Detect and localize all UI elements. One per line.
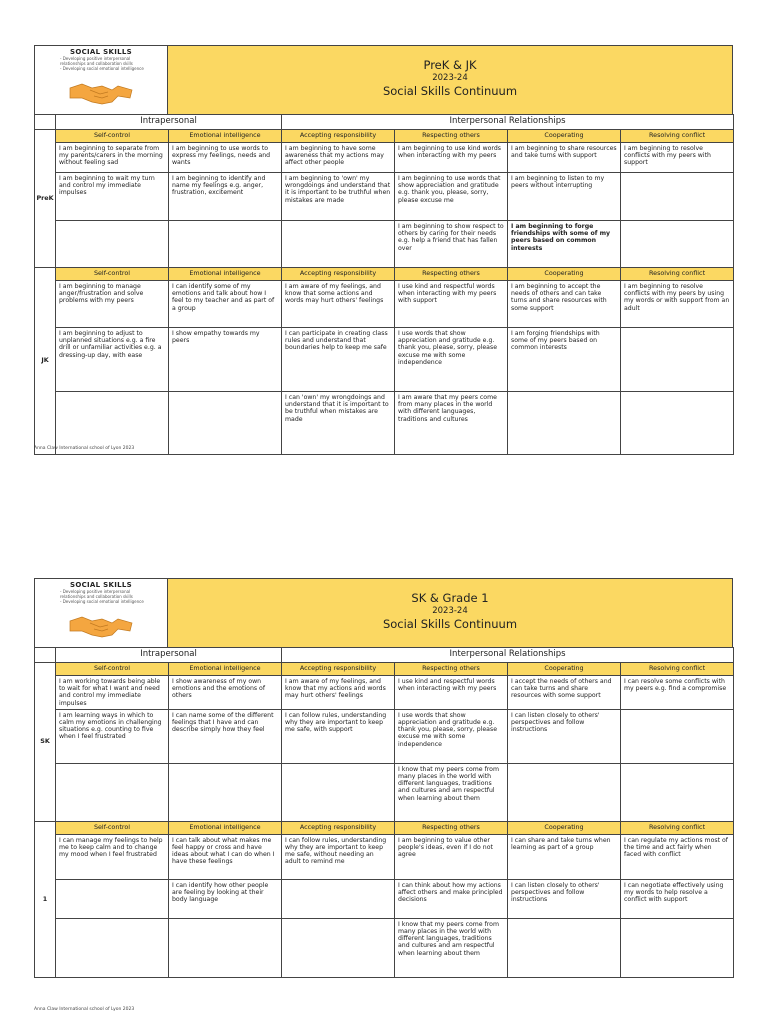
outcome-cell: I show empathy towards my peers [169,328,282,392]
document-header [34,578,733,647]
school-year: 2023-24 [432,73,468,83]
category-header: Self-control [56,663,169,676]
empty-cell [56,763,169,821]
outcome-cell: I am beginning to use kind words when interacting with my peers [395,143,508,173]
outcome-cell: I am working towards being able to wait for what I want and need and control my immediate impulses [56,676,169,710]
title-banner [168,579,732,647]
continuum-title: Social Skills Continuum [382,617,518,631]
grade-label: 1 [35,821,56,977]
footer-credit: Anna Claw International school of Lyon 2023 [34,1007,135,1012]
logo-subtitle-line: - Developing positive interpersonal [60,589,131,594]
outcome-row [35,173,734,221]
continuum-table [34,114,734,455]
outcome-cell: I am forging friendships with some of my peers based on common interests [508,328,621,392]
outcome-cell: I can negotiate effectively using my words to help resolve a conflict with support [621,879,734,918]
outcome-row [35,918,734,977]
outcome-cell: I use kind and respectful words when interacting with my peers with support [395,281,508,328]
group-interpersonal: Interpersonal Relationships [282,115,734,130]
category-header: Accepting responsibility [282,663,395,676]
logo-title: SOCIAL SKILLS [70,48,132,56]
outcome-cell: I am aware that my peers come from many places in the world with different languages, traditions and cultures [395,392,508,455]
category-header: Emotional intelligence [169,821,282,834]
category-header: Accepting responsibility [282,821,395,834]
logo-subtitle-line: - Developing social emotional intelligence [60,66,144,71]
grade-title: SK & Grade 1 [411,591,489,605]
outcome-cell: I am beginning to separate from my parents/carers in the morning without feeling sad [56,143,169,173]
category-header: Respecting others [395,663,508,676]
outcome-cell: I can identify how other people are feeling by looking at their body language [169,879,282,918]
grade-label: SK [35,663,56,822]
social-skills-logo [35,46,168,114]
outcome-row [35,328,734,392]
category-header-row [35,268,734,281]
outcome-cell: I can name some of the different feelings that I have and can describe simply how they feel [169,709,282,763]
empty-cell [282,221,395,268]
outcome-cell: I am beginning to resolve conflicts with my peers by using my words or with support from an adult [621,281,734,328]
category-header: Respecting others [395,821,508,834]
empty-cell [169,918,282,977]
outcome-cell: I am beginning to show respect to others by caring for their needs e.g. help a friend that has fallen over [395,221,508,268]
logo-subtitle-line: - Developing social emotional intelligence [60,599,144,604]
category-header: Self-control [56,268,169,281]
category-header: Respecting others [395,268,508,281]
footer-credit: Anna Claw International school of Lyon 2023 [34,446,135,451]
outcome-cell: I can talk about what makes me feel happy or cross and have ideas about what I can do when I have these feelings [169,834,282,879]
outcome-cell: I use words that show appreciation and gratitude e.g. thank you, please, sorry, please excuse me with some independence [395,328,508,392]
empty-cell [621,709,734,763]
empty-cell [508,918,621,977]
category-header: Cooperating [508,663,621,676]
category-header: Emotional intelligence [169,268,282,281]
outcome-cell: I am beginning to share resources and take turns with support [508,143,621,173]
empty-cell [56,221,169,268]
grade-title: PreK & JK [423,58,477,72]
group-header-row [35,115,734,130]
continuum-table [34,647,734,978]
outcome-cell: I am beginning to identify and name my feelings e.g. anger, frustration, excitement [169,173,282,221]
document-header [34,45,733,114]
outcome-cell: I can share and take turns when learning as part of a group [508,834,621,879]
outcome-cell: I accept the needs of others and can take turns and share resources with some support [508,676,621,710]
handshake-icon [68,609,134,641]
outcome-cell: I can identify some of my emotions and talk about how I feel to my teacher and as part of a group [169,281,282,328]
empty-cell [282,918,395,977]
empty-cell [508,763,621,821]
group-header-row [35,648,734,663]
category-header: Resolving conflict [621,268,734,281]
outcome-cell: I am beginning to wait my turn and control my immediate impulses [56,173,169,221]
outcome-row [35,763,734,821]
category-header: Emotional intelligence [169,130,282,143]
group-interpersonal: Interpersonal Relationships [282,648,734,663]
logo-subtitle-line: relationships and collaboration skills [60,594,133,599]
logo-subtitle-line: relationships and collaboration skills [60,61,133,66]
category-header: Resolving conflict [621,663,734,676]
outcome-cell: I can listen closely to others' perspectives and follow instructions [508,879,621,918]
outcome-row [35,879,734,918]
outcome-row [35,834,734,879]
category-header: Cooperating [508,130,621,143]
outcome-cell: I can participate in creating class rules and understand that boundaries help to keep me safe [282,328,395,392]
outcome-cell: I can manage my feelings to help me to keep calm and to change my mood when I feel frustrated [56,834,169,879]
outcome-cell: I can 'own' my wrongdoings and understand that it is important to be truthful when mistakes are made [282,392,395,455]
category-header: Respecting others [395,130,508,143]
outcome-row [35,143,734,173]
empty-cell [56,918,169,977]
empty-cell [621,221,734,268]
continuum-title: Social Skills Continuum [382,84,518,98]
category-header: Cooperating [508,821,621,834]
empty-cell [621,763,734,821]
empty-cell [621,173,734,221]
category-header: Resolving conflict [621,130,734,143]
outcome-cell: I am beginning to use words to express my feelings, needs and wants [169,143,282,173]
empty-cell [508,392,621,455]
category-header-row [35,130,734,143]
social-skills-logo [35,579,168,647]
outcome-row [35,709,734,763]
empty-cell [621,918,734,977]
outcome-row [35,281,734,328]
category-header: Self-control [56,821,169,834]
group-intrapersonal: Intrapersonal [56,648,282,663]
category-header: Emotional intelligence [169,663,282,676]
grade-label: JK [35,268,56,455]
continuum-document [34,578,733,978]
outcome-cell: I know that my peers come from many places in the world with different languages, traditions and cultures and am respectful when learning about them [395,763,508,821]
logo-title: SOCIAL SKILLS [70,581,132,589]
outcome-cell: I am aware of my feelings, and know that some actions and words may hurt others' feelings [282,281,395,328]
category-header-row [35,663,734,676]
empty-cell [282,879,395,918]
outcome-cell: I am beginning to have some awareness that my actions may affect other people [282,143,395,173]
empty-cell [621,392,734,455]
outcome-cell: I show awareness of my own emotions and the emotions of others [169,676,282,710]
outcome-cell: I can regulate my actions most of the time and act fairly when faced with conflict [621,834,734,879]
grade-label: PreK [35,130,56,268]
outcome-cell: I can follow rules, understanding why they are important to keep me safe, with support [282,709,395,763]
group-corner-cell [35,115,56,130]
empty-cell [169,763,282,821]
group-intrapersonal: Intrapersonal [56,115,282,130]
empty-cell [169,392,282,455]
title-banner [168,46,732,114]
category-header: Accepting responsibility [282,130,395,143]
outcome-cell: I can resolve some conflicts with my peers e.g. find a compromise [621,676,734,710]
empty-cell [56,879,169,918]
category-header: Cooperating [508,268,621,281]
empty-cell [282,763,395,821]
empty-cell [169,221,282,268]
outcome-row [35,221,734,268]
outcome-cell: I am beginning to resolve conflicts with my peers with support [621,143,734,173]
school-year: 2023-24 [432,606,468,616]
outcome-cell: I am beginning to forge friendships with some of my peers based on common interests [508,221,621,268]
continuum-document [34,45,733,455]
outcome-row [35,676,734,710]
handshake-icon [68,76,134,108]
outcome-cell: I can follow rules, understanding why they are important to keep me safe, without needing an adult to remind me [282,834,395,879]
outcome-cell: I can think about how my actions affect others and make principled decisions [395,879,508,918]
outcome-cell: I am beginning to manage anger/frustration and solve problems with my peers [56,281,169,328]
outcome-cell: I use words that show appreciation and gratitude e.g. thank you, please, sorry, please excuse me with some independence [395,709,508,763]
outcome-cell: I am learning ways in which to calm my emotions in challenging situations e.g. counting to five when I feel frustrated [56,709,169,763]
empty-cell [621,328,734,392]
outcome-cell: I am beginning to value other people's ideas, even if I do not agree [395,834,508,879]
outcome-cell: I know that my peers come from many places in the world with different languages, traditions and cultures and am respectful when learning about them [395,918,508,977]
logo-subtitle-line: - Developing positive interpersonal [60,56,131,61]
category-header: Accepting responsibility [282,268,395,281]
category-header: Resolving conflict [621,821,734,834]
outcome-cell: I can listen closely to others' perspectives and follow instructions [508,709,621,763]
outcome-cell: I use kind and respectful words when interacting with my peers [395,676,508,710]
outcome-cell: I am beginning to adjust to unplanned situations e.g. a fire drill or unfamiliar activities e.g. a dressing-up day, with ease [56,328,169,392]
outcome-cell: I am beginning to use words that show appreciation and gratitude e.g. thank you, please, sorry, please excuse me [395,173,508,221]
outcome-cell: I am beginning to 'own' my wrongdoings and understand that it is important to be truthful when mistakes are made [282,173,395,221]
outcome-cell: I am beginning to listen to my peers without interrupting [508,173,621,221]
outcome-cell: I am beginning to accept the needs of others and can take turns and share resources with some support [508,281,621,328]
group-corner-cell [35,648,56,663]
category-header: Self-control [56,130,169,143]
outcome-row [35,392,734,455]
outcome-cell: I am aware of my feelings, and know that my actions and words may hurt others' feelings [282,676,395,710]
category-header-row [35,821,734,834]
